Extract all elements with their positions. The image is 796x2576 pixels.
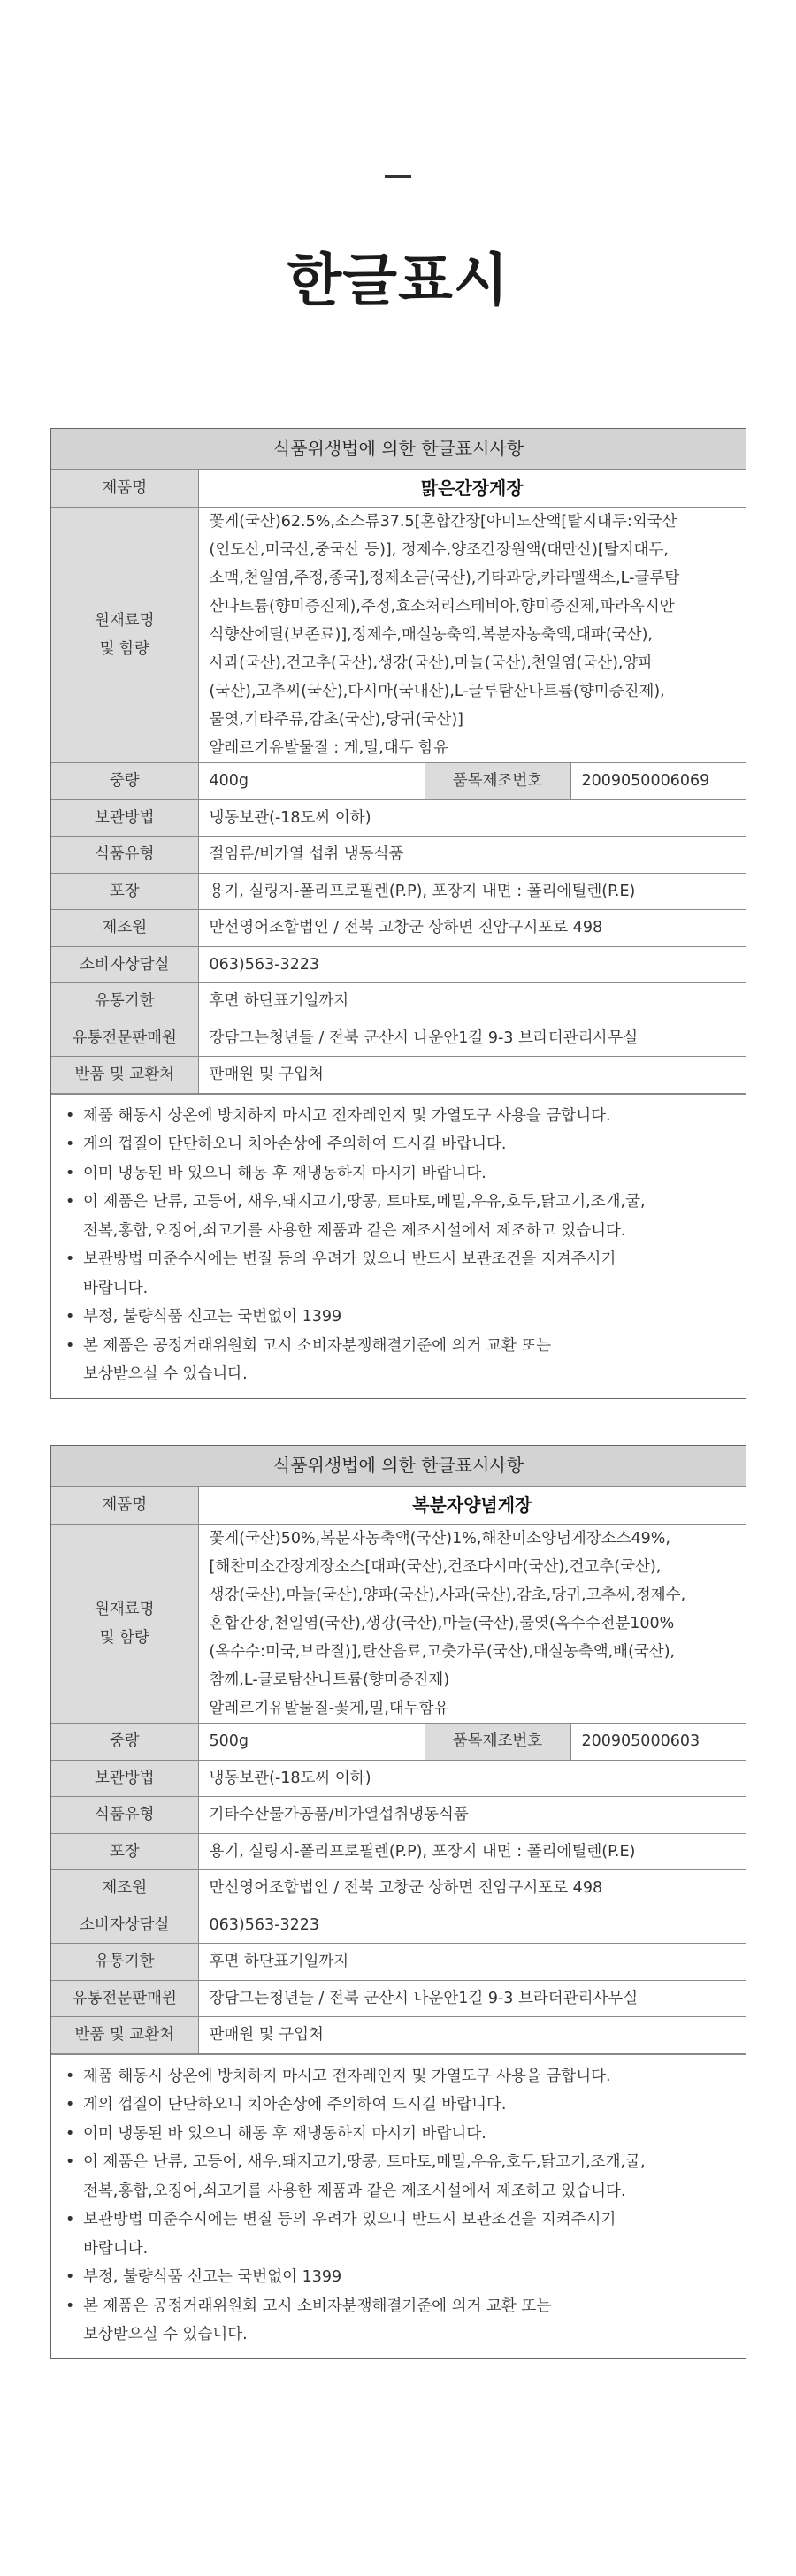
caution-note-line: 게의 껍질이 단단하오니 치아손상에 주의하여 드시길 바랍니다.	[83, 1135, 507, 1153]
caution-note	[64, 2205, 733, 2263]
bullet-icon: •	[65, 2297, 75, 2315]
info-row-label: 유통기한	[51, 1944, 198, 1981]
info-row-value: 063)563-3223	[198, 1907, 746, 1944]
caution-note-line: 이미 냉동된 바 있으니 해동 후 재냉동하지 마시기 바랍니다.	[83, 2124, 486, 2143]
caution-note	[64, 2091, 733, 2120]
ingredients-line: 산나트륨(향미증진제),주정,효소처리스테비아,향미증진제,파라옥시안	[209, 597, 675, 615]
weight-value: 500g	[198, 1723, 425, 1760]
weight-value: 400g	[198, 762, 425, 799]
report-number-label: 품목제조번호	[425, 1723, 570, 1760]
caution-note-line: 이 제품은 난류, 고등어, 새우,돼지고기,땅콩, 토마토,메밀,우유,호두,닭고기,조개,굴,	[83, 1193, 646, 1211]
caution-note-line: 보상받으실 수 있습니다.	[83, 2326, 248, 2343]
info-row-value: 절임류/비가열 섭취 냉동식품	[198, 837, 746, 874]
ingredients-line: 꽃게(국산)50%,복분자농축액(국산)1%,해찬미소양념게장소스49%,	[209, 1529, 670, 1548]
bullet-icon: •	[65, 2153, 75, 2171]
page-title: 한글표시	[287, 248, 509, 314]
caution-note	[64, 2120, 733, 2149]
info-row-label: 보관방법	[51, 799, 198, 837]
caution-note	[64, 1332, 733, 1389]
bullet-icon: •	[65, 1135, 75, 1153]
caution-note-line: 보관방법 미준수시에는 변질 등의 우려가 있으니 반드시 보관조건을 지켜주시기	[83, 1250, 616, 1268]
caution-note-line: 보관방법 미준수시에는 변질 등의 우려가 있으니 반드시 보관조건을 지켜주시기	[83, 2211, 616, 2228]
ingredients-line: 꽃게(국산)62.5%,소스류37.5[혼합간장[아미노산액[탈지대두:외국산	[209, 512, 677, 531]
info-row-label: 유통기한	[51, 983, 198, 1020]
ingredients-line: (옥수수:미국,브라질)],탄산음료,고춧가루(국산),매실농축액,배(국산),	[209, 1642, 676, 1661]
ingredients-line: 소맥,천일염,주정,종국],정제소금(국산),기타과당,카라멜색소,L-글루탐	[209, 569, 680, 587]
ingredients-value	[198, 507, 746, 762]
info-row-value: 냉동보관(-18도씨 이하)	[198, 1760, 746, 1797]
caution-note-line: 전복,홍합,오징어,쇠고기를 사용한 제품과 같은 제조시설에서 제조하고 있습니다.	[83, 1221, 626, 1240]
ingredients-line: (국산),고추씨(국산),다시마(국내산),L-글루탐산나트륨(향미증진제),	[209, 682, 665, 700]
caution-note	[64, 2263, 733, 2292]
info-row-label: 소비자상담실	[51, 1907, 198, 1944]
bullet-icon: •	[65, 1193, 75, 1211]
report-number-value: 2009050006069	[570, 762, 746, 799]
bullet-icon: •	[65, 1164, 75, 1182]
info-row-label: 반품 및 교환처	[51, 2017, 198, 2054]
report-number-label: 품목제조번호	[425, 762, 570, 799]
title-dash-divider	[385, 175, 411, 178]
bullet-icon: •	[65, 1336, 75, 1355]
info-row-value: 판매원 및 구입처	[198, 1057, 746, 1094]
caution-note-line: 부정, 불량식품 신고는 국번없이 1399	[83, 1308, 342, 1326]
info-row-label: 유통전문판매원	[51, 1980, 198, 2017]
bullet-icon: •	[65, 1250, 75, 1268]
label-info-table	[51, 429, 746, 1094]
label-table-title: 식품위생법에 의한 한글표시사항	[51, 1446, 746, 1486]
info-row-value: 장담그는청년들 / 전북 군산시 나운안1길 9-3 브라더관리사무실	[198, 1020, 746, 1057]
ingredients-line: (인도산,미국산,중국산 등)], 정제수,양조간장원액(대만산)[탈지대두,	[209, 540, 669, 559]
ingredients-label-line: 및 함량	[99, 1628, 149, 1647]
info-row-label: 소비자상담실	[51, 946, 198, 983]
info-row-value: 기타수산물가공품/비가열섭취냉동식품	[198, 1797, 746, 1834]
info-row-label: 제조원	[51, 910, 198, 947]
caution-note-line: 이 제품은 난류, 고등어, 새우,돼지고기,땅콩, 토마토,메밀,우유,호두,닭고기,조개,굴,	[83, 2153, 646, 2171]
caution-note-line: 제품 해동시 상온에 방치하지 마시고 전자레인지 및 가열도구 사용을 금합니다.	[83, 1106, 611, 1125]
caution-note-line: 바랍니다.	[83, 2239, 149, 2258]
bullet-icon: •	[65, 2211, 75, 2228]
product-name-value: 맑은간장게장	[198, 469, 746, 507]
product-name-value: 복분자양념게장	[198, 1486, 746, 1524]
ingredients-line: [해찬미소간장게장소스[대파(국산),건조다시마(국산),건고추(국산),	[209, 1557, 662, 1576]
product-name-label: 제품명	[51, 469, 198, 507]
info-row-label: 유통전문판매원	[51, 1020, 198, 1057]
ingredients-line: 생강(국산),마늘(국산),양파(국산),사과(국산),감초,당귀,고추씨,정제수,	[209, 1586, 686, 1604]
info-row-value: 063)563-3223	[198, 946, 746, 983]
weight-label: 중량	[51, 762, 198, 799]
ingredients-label	[51, 1524, 198, 1723]
caution-notes	[51, 2054, 746, 2358]
ingredients-line: 물엿,기타주류,감초(국산),당귀(국산)]	[209, 710, 463, 729]
caution-note	[64, 2292, 733, 2350]
bullet-icon: •	[65, 2067, 75, 2085]
bullet-icon: •	[65, 1308, 75, 1326]
info-row-value: 냉동보관(-18도씨 이하)	[198, 799, 746, 837]
bullet-icon: •	[65, 2096, 75, 2114]
label-info-table	[51, 1446, 746, 2054]
caution-note-line: 본 제품은 공정거래위원회 고시 소비자분쟁해결기준에 의거 교환 또는	[83, 2297, 552, 2315]
ingredients-label-line: 원재료명	[94, 611, 155, 630]
ingredients-line: 사과(국산),건고추(국산),생강(국산),마늘(국산),천일염(국산),양파	[209, 654, 654, 672]
caution-note	[64, 2148, 733, 2205]
label-table-2	[50, 1445, 746, 2359]
info-row-label: 식품유형	[51, 837, 198, 874]
caution-note	[64, 1245, 733, 1303]
caution-note-line: 보상받으실 수 있습니다.	[83, 1365, 248, 1383]
caution-note-line: 이미 냉동된 바 있으니 해동 후 재냉동하지 마시기 바랍니다.	[83, 1164, 486, 1182]
info-row-value: 만선영어조합법인 / 전북 고창군 상하면 진암구시포로 498	[198, 910, 746, 947]
ingredients-line: 참깨,L-글로탐산나트륨(향미증진제)	[209, 1670, 450, 1689]
ingredients-label	[51, 507, 198, 762]
bullet-icon: •	[65, 1106, 75, 1125]
info-row-label: 제조원	[51, 1870, 198, 1907]
info-row-value: 만선영어조합법인 / 전북 고창군 상하면 진암구시포로 498	[198, 1870, 746, 1907]
weight-label: 중량	[51, 1723, 198, 1760]
info-row-value: 용기, 실링지-폴리프로필렌(P.P), 포장지 내면 : 폴리에틸렌(P.E)	[198, 1833, 746, 1870]
info-row-label: 반품 및 교환처	[51, 1057, 198, 1094]
caution-note-line: 제품 해동시 상온에 방치하지 마시고 전자레인지 및 가열도구 사용을 금합니다.	[83, 2067, 611, 2085]
label-table-title: 식품위생법에 의한 한글표시사항	[51, 429, 746, 469]
info-row-value: 판매원 및 구입처	[198, 2017, 746, 2054]
info-row-label: 포장	[51, 1833, 198, 1870]
caution-note	[64, 1303, 733, 1332]
caution-note-line: 바랍니다.	[83, 1279, 149, 1297]
ingredients-value	[198, 1524, 746, 1723]
caution-note	[64, 1130, 733, 1159]
product-name-label: 제품명	[51, 1486, 198, 1524]
caution-note	[64, 2062, 733, 2091]
caution-note	[64, 1102, 733, 1131]
ingredients-line: 알레르기유발물질-꽃게,밀,대두함유	[209, 1699, 449, 1717]
bullet-icon: •	[65, 2268, 75, 2286]
ingredients-line: 식향산에틸(보존료)],정제수,매실농축액,복분자농축액,대파(국산),	[209, 625, 653, 644]
ingredients-line: 혼합간장,천일염(국산),생강(국산),마늘(국산),물엿(옥수수전분100%	[209, 1614, 675, 1632]
caution-notes	[51, 1094, 746, 1398]
info-row-value: 용기, 실링지-폴리프로필렌(P.P), 포장지 내면 : 폴리에틸렌(P.E)	[198, 873, 746, 910]
report-number-value: 200905000603	[570, 1723, 746, 1760]
bullet-icon: •	[65, 2124, 75, 2143]
ingredients-line: 알레르기유발물질 : 게,밀,대두 함유	[209, 738, 448, 757]
info-row-value: 후면 하단표기일까지	[198, 983, 746, 1020]
info-row-label: 식품유형	[51, 1797, 198, 1834]
info-row-value: 장담그는청년들 / 전북 군산시 나운안1길 9-3 브라더관리사무실	[198, 1980, 746, 2017]
caution-note-line: 부정, 불량식품 신고는 국번없이 1399	[83, 2268, 342, 2286]
ingredients-label-line: 원재료명	[94, 1600, 155, 1618]
info-row-label: 보관방법	[51, 1760, 198, 1797]
caution-note-line: 본 제품은 공정거래위원회 고시 소비자분쟁해결기준에 의거 교환 또는	[83, 1336, 552, 1355]
caution-note	[64, 1159, 733, 1189]
header	[0, 0, 796, 428]
ingredients-label-line: 및 함량	[99, 639, 149, 658]
caution-note	[64, 1188, 733, 1245]
info-row-value: 후면 하단표기일까지	[198, 1944, 746, 1981]
info-row-label: 포장	[51, 873, 198, 910]
label-table-1	[50, 428, 746, 1399]
caution-note-line: 게의 껍질이 단단하오니 치아손상에 주의하여 드시길 바랍니다.	[83, 2096, 507, 2114]
caution-note-line: 전복,홍합,오징어,쇠고기를 사용한 제품과 같은 제조시설에서 제조하고 있습니다.	[83, 2182, 626, 2200]
